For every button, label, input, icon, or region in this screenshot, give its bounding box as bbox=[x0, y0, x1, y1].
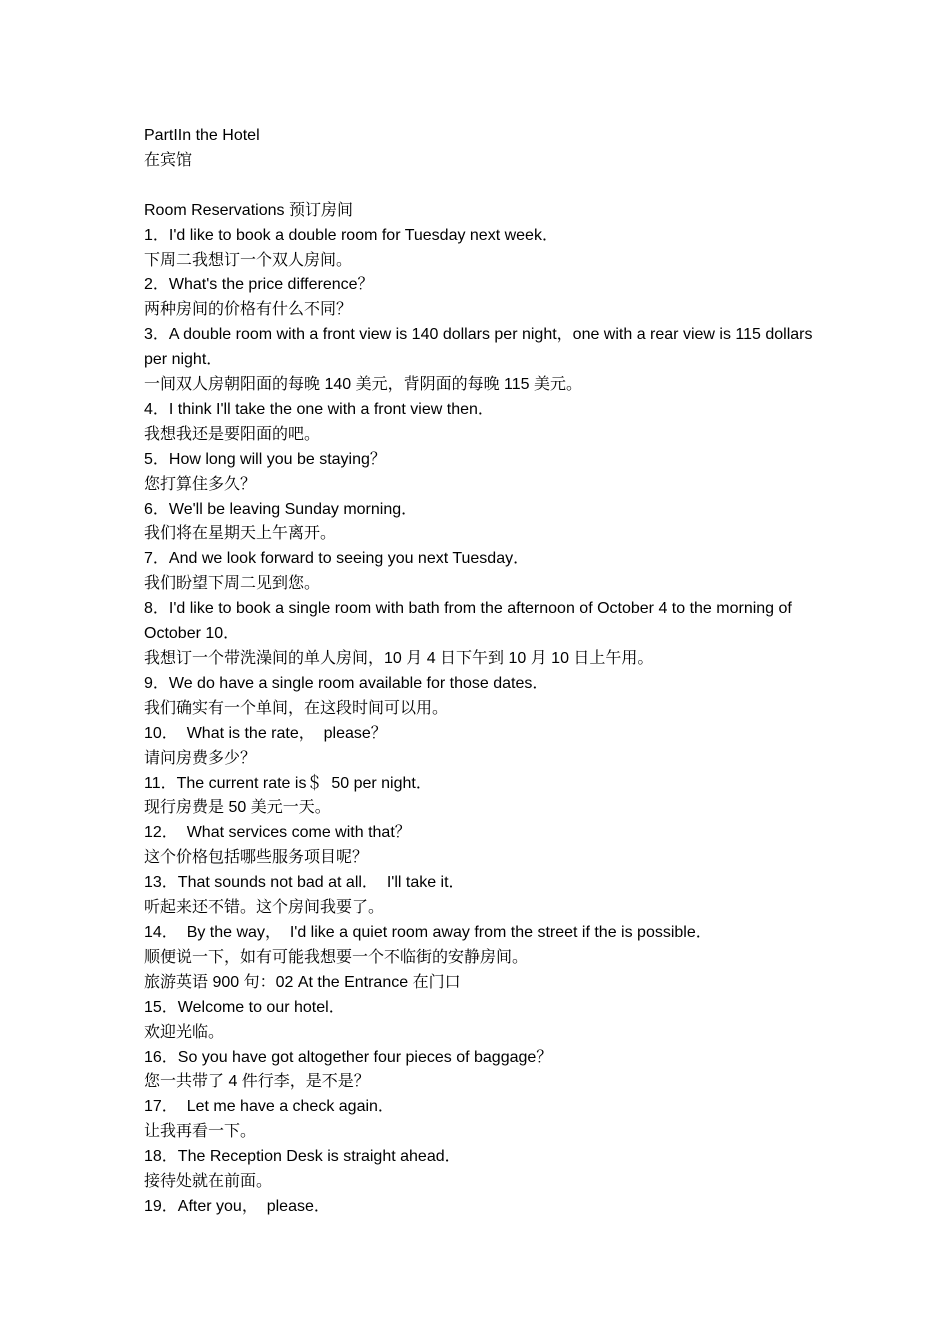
sentence-zh: 接待处就在前面。 bbox=[144, 1173, 273, 1191]
document-page bbox=[144, 124, 824, 1220]
sentence-en: 15．Welcome to our hotel． bbox=[144, 998, 345, 1016]
sentence-zh: 我想订一个带洗澡间的单人房间，10 月 4 日下午到 10 月 10 日上午用。 bbox=[144, 650, 654, 668]
sentence-zh: 您一共带了 4 件行李，是不是？ bbox=[144, 1073, 370, 1091]
sentence-en: 17． Let me have a check again． bbox=[144, 1098, 394, 1116]
sentence-zh: 顺便说一下，如有可能我想要一个不临街的安静房间。 bbox=[144, 948, 529, 966]
sentence-zh: 让我再看一下。 bbox=[144, 1123, 257, 1141]
sentence-en: 2．What's the price difference？ bbox=[144, 276, 374, 294]
blank-line bbox=[144, 174, 824, 199]
sentence-zh: 一间双人房朝阳面的每晚 140 美元，背阴面的每晚 115 美元。 bbox=[144, 376, 582, 394]
sentence-zh: 我们盼望下周二见到您。 bbox=[144, 575, 321, 593]
sentence-en: 7．And we look forward to seeing you next Tuesday． bbox=[144, 550, 530, 568]
sentence-en: 5．How long will you be staying？ bbox=[144, 450, 386, 468]
sentence-en: 1．I'd like to book a double room for Tuesday next week． bbox=[144, 226, 558, 244]
sentence-en: 6．We'll be leaving Sunday morning． bbox=[144, 500, 418, 518]
sentence-en: 4．I think I'll take the one with a front view then． bbox=[144, 400, 494, 418]
sentence-en: 18．The Reception Desk is straight ahead． bbox=[144, 1148, 461, 1166]
sentence-en: 3．A double room with a front view is 140 dollars per night，one with a rear view is 115 dollars per night． bbox=[144, 326, 817, 369]
sentence-en: 16．So you have got altogether four pieces of baggage？ bbox=[144, 1048, 553, 1066]
sentence-en: 12． What services come with that？ bbox=[144, 824, 411, 842]
document-subtitle: 在宾馆 bbox=[144, 151, 193, 169]
sentence-en: 11．The current rate is＄ 50 per night． bbox=[144, 774, 432, 792]
sentence-zh: 我们将在星期天上午离开。 bbox=[144, 525, 337, 543]
sentence-zh: 您打算住多久？ bbox=[144, 475, 257, 493]
sentence-en: 19．After you， please． bbox=[144, 1197, 330, 1215]
sentence-zh: 现行房费是 50 美元一天。 bbox=[144, 799, 331, 817]
sentence-en: 14． By the way， I'd like a quiet room away from the street if the is possible． bbox=[144, 923, 712, 941]
sentence-zh: 我们确实有一个单间，在这段时间可以用。 bbox=[144, 699, 449, 717]
sentence-zh: 这个价格包括哪些服务项目呢？ bbox=[144, 849, 369, 867]
sentence-zh: 欢迎光临。 bbox=[144, 1023, 225, 1041]
sentence-zh: 下周二我想订一个双人房间。 bbox=[144, 251, 353, 269]
sentence-zh: 我想我还是要阳面的吧。 bbox=[144, 425, 321, 443]
sentence-zh: 听起来还不错。这个房间我要了。 bbox=[144, 899, 385, 917]
sentence-zh: 请问房费多少？ bbox=[144, 749, 257, 767]
section2-heading: 旅游英语 900 句：02 At the Entrance 在门口 bbox=[144, 973, 461, 991]
sentence-en: 10． What is the rate， please？ bbox=[144, 724, 387, 742]
sentence-en: 13．That sounds not bad at all． I'll take it． bbox=[144, 874, 465, 892]
sentence-en: 9．We do have a single room available for those dates． bbox=[144, 674, 549, 692]
sentence-en: 8．I'd like to book a single room with bath from the afternoon of October 4 to the morning of October 10． bbox=[144, 600, 797, 643]
document-title: PartIIn the Hotel bbox=[144, 127, 260, 144]
section-heading: Room Reservations 预订房间 bbox=[144, 201, 353, 219]
sentence-zh: 两种房间的价格有什么不同？ bbox=[144, 301, 353, 319]
